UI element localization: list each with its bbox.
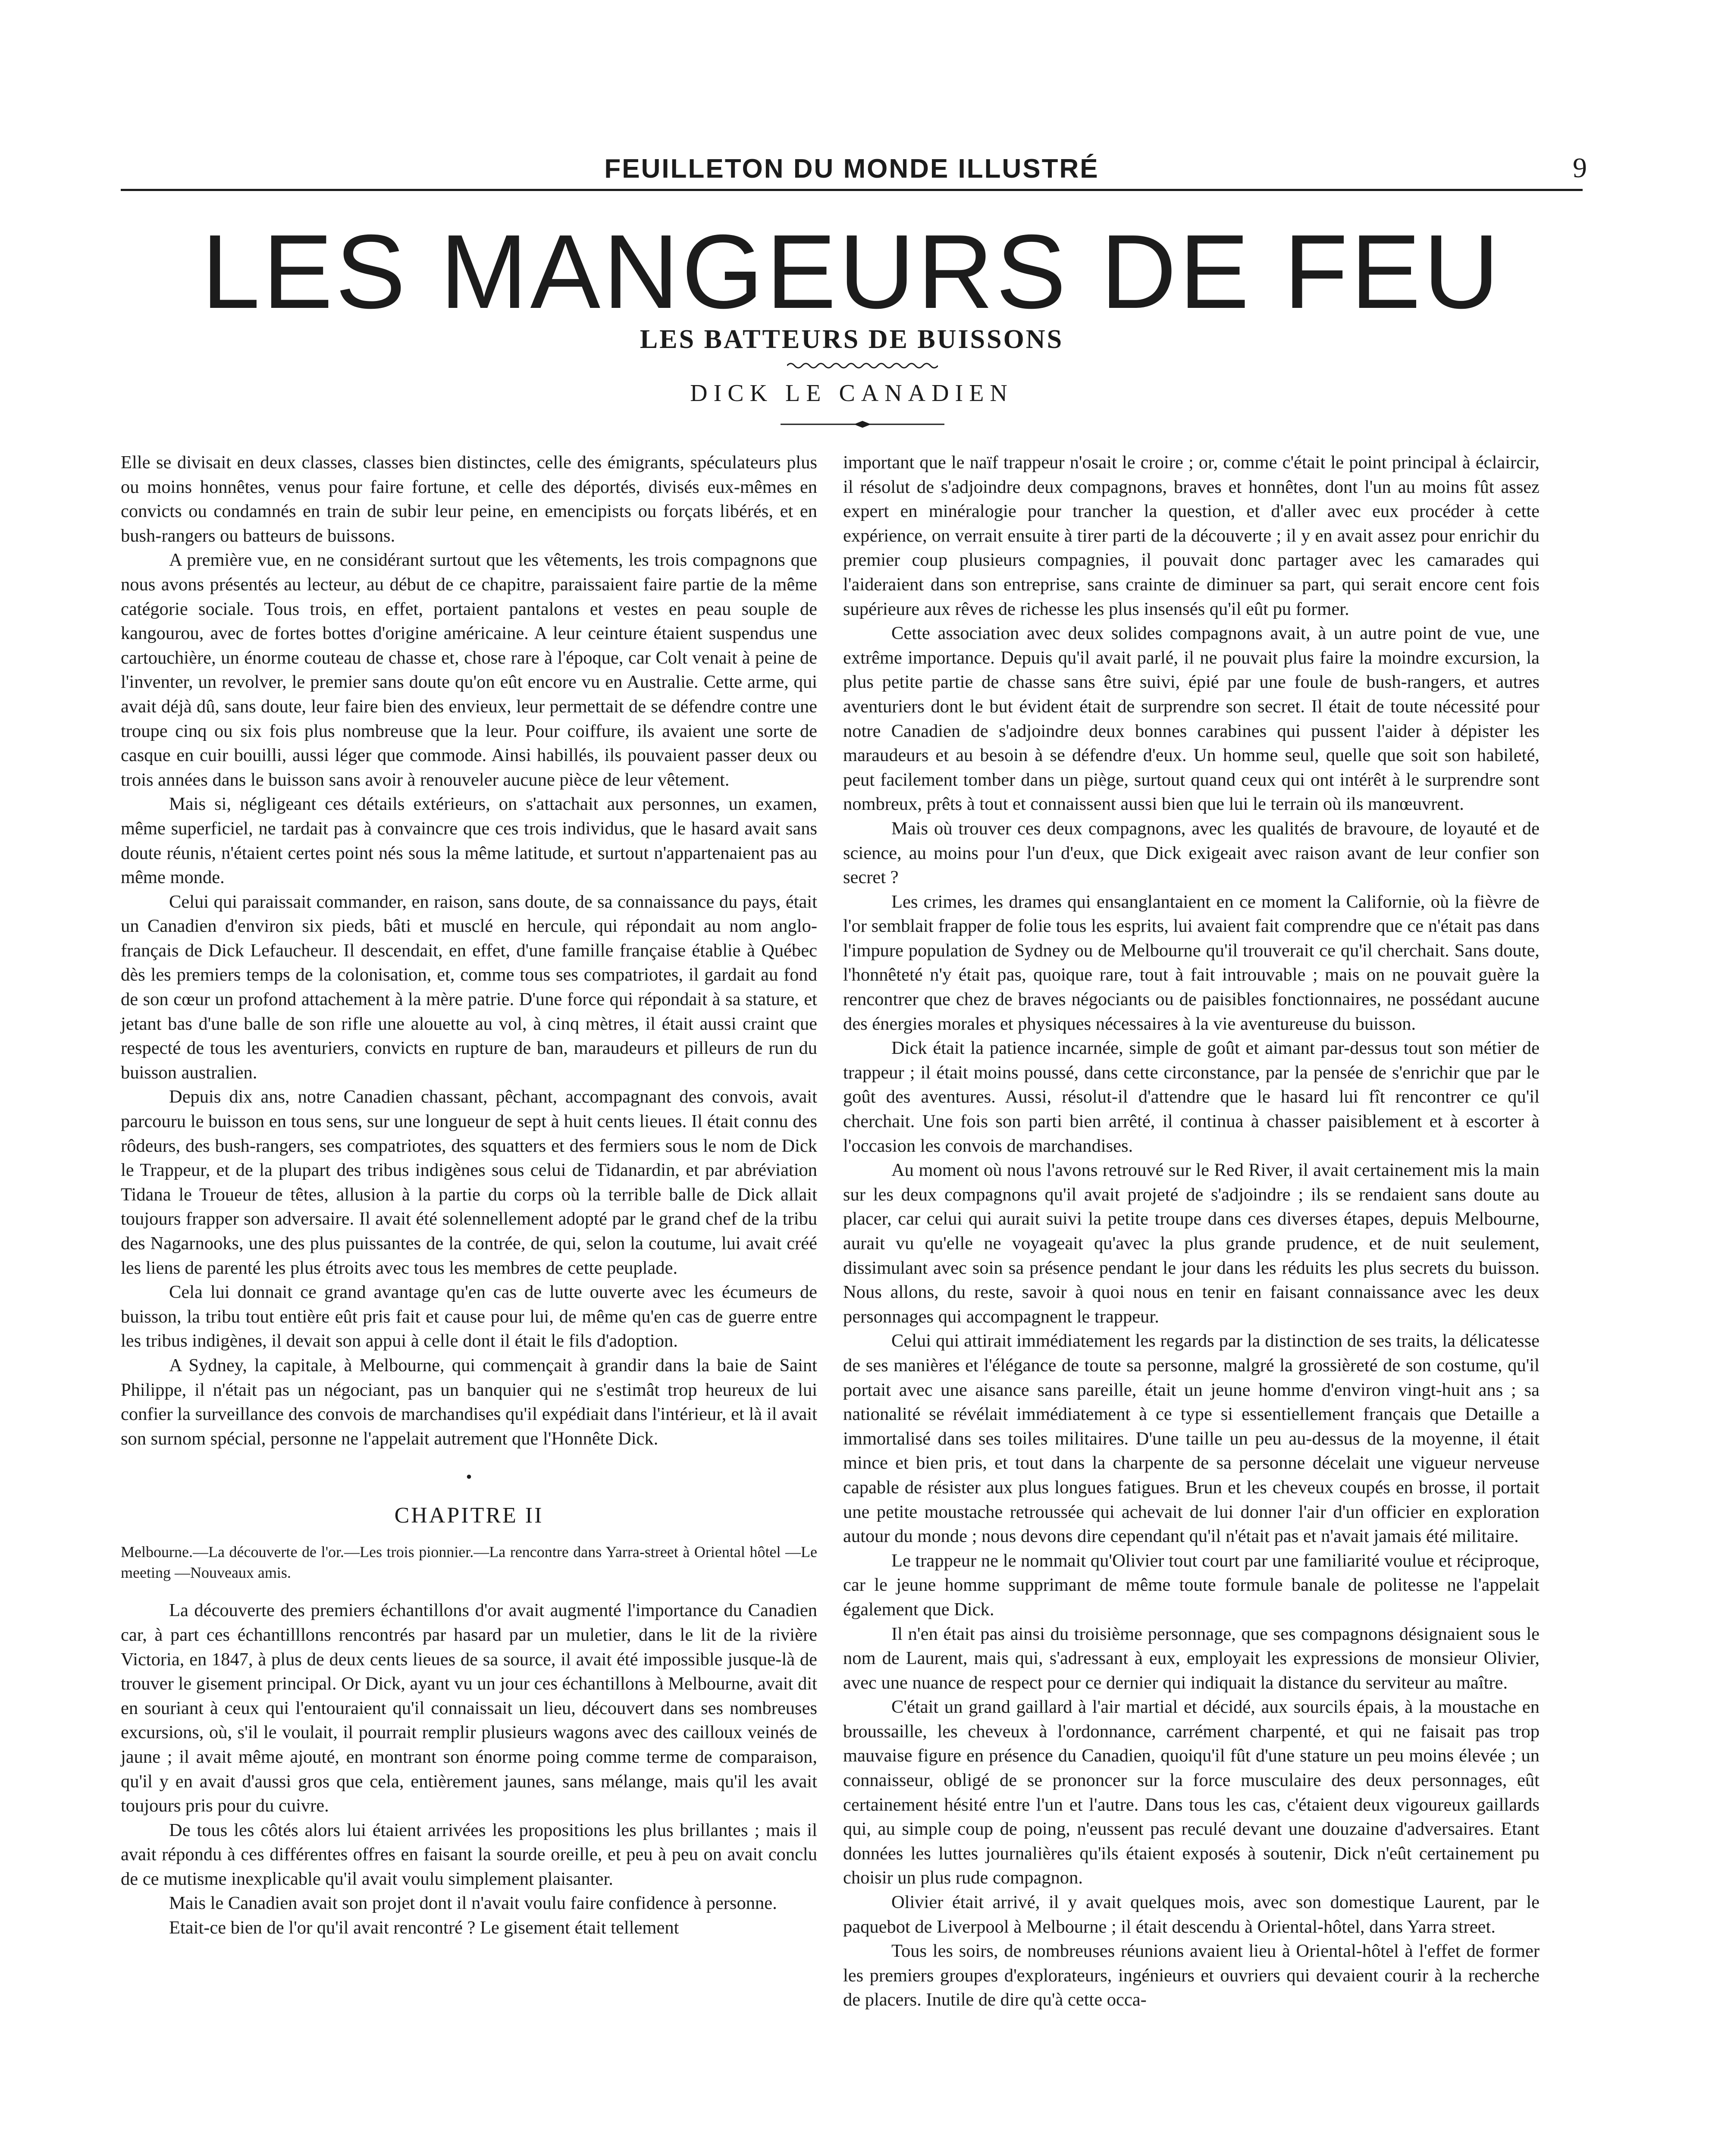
diamond-rule — [781, 420, 944, 428]
paragraph: Mais le Canadien avait son projet dont il n'avait voulu faire confidence à personne. — [169, 1893, 777, 1914]
paragraph: important que le naïf trappeur n'osait le croire ; or, comme c'était le point principal à éclaircir, il résolut de s'adjoindre deux compagnons, braves et honnêtes, dont l'un au moins fût assez expert en minéralogie pour trancher la question, et d'aller avec eux procéder à cette expérience, on verrait ensuite à tirer parti de la découverte ; il y en avait assez pour enrichir du premier coup plusieurs compagnies, il pouvait donc partager avec les camarades qui l'aideraient dans son entreprise, sans crainte de diminuer sa part, qui serait encore cent fois supérieure aux rêves de richesse les plus insensés qu'il eût pu former. — [843, 452, 1540, 619]
paragraph: La découverte des premiers échantillons d'or avait augmenté l'importance du Canadien car, à part ces échantilllons rencontrés par hasard par un muletier, dans le lit de la rivière Victoria, en 1847, à plus de deux cents lieues de sa source, il avait été impossible jusque-là de trouver le gisement principal. Or Dick, ayant vu un jour ces échantillons à Melbourne, avait dit en souriant à ceux qui l'entouraient qu'il connaissait un lieu, découvert dans ses nombreuses excursions, où, s'il le voulait, il pourrait remplir plusieurs wagons avec des cailloux veinés de jaune ; il avait même ajouté, en montrant son énorme poing comme terme de comparaison, qu'il y en avait d'aussi gros que cela, entièrement jaunes, sans mélange, mais qu'il les avait toujours pris pour du cuivre. — [121, 1600, 817, 1816]
paragraph: Cela lui donnait ce grand avantage qu'en cas de lutte ouverte avec les écumeurs de buisson, la tribu tout entière eût pris fait et cause pour lui, de même qu'en cas de guerre entre les tribus indigènes, il devait son appui à celle dont il était le fils d'adoption. — [121, 1282, 817, 1351]
running-header — [121, 150, 1587, 191]
left-column — [121, 451, 817, 1940]
page-number: 9 — [1573, 152, 1587, 184]
running-title: FEUILLETON DU MONDE ILLUSTRÉ — [604, 154, 1099, 184]
paragraph: Celui qui paraissait commander, en raison, sans doute, de sa connaissance du pays, était un Canadien d'environ six pieds, bâti et musclé en hercule, qui répondait au nom anglo-français de Dick Lefaucheur. Il descendait, en effet, d'une famille française établie à Québec dès les premiers temps de la colonisation, et, comme tous ses compatriotes, il gardait au fond de son cœur un profond attachement à la mère patrie. D'une force qui répondait à sa stature, et jetant bas d'une balle de son rifle une alouette au vol, à cinq mètres, il était aussi craint que respecté de tous les aventuriers, convicts en rupture de ban, maraudeurs et pilleurs de run du buisson australien. — [121, 891, 817, 1083]
paragraph: Au moment où nous l'avons retrouvé sur le Red River, il avait certainement mis la main sur les deux compagnons qu'il avait projeté de s'adjoindre ; ils se rendaient sans doute au placer, car celui qui aurait suivi la petite troupe dans ces diverses étapes, depuis Melbourne, aurait vu qu'elle ne voyageait qu'avec la plus grande prudence, et de nuit seulement, dissimulant avec soin sa présence pendant le jour dans les réduits les plus secrets du buisson. Nous allons, du reste, savoir à quoi nous en tenir en faisant connaissance avec les deux personnages qui accompagnent le trappeur. — [843, 1160, 1540, 1327]
section-title: DICK LE CANADIEN — [690, 380, 1013, 407]
paragraph: Mais où trouver ces deux compagnons, avec les qualités de bravoure, de loyauté et de science, au moins pour l'un d'eux, que Dick exigeait avec raison avant de leur confier son secret ? — [843, 818, 1540, 888]
paragraph: Mais si, négligeant ces détails extérieurs, on s'attachait aux personnes, un examen, même superficiel, ne tardait pas à convaincre que ces trois individus, que le hasard avait sans doute réunis, n'étaient certes point nés sous la même latitude, et surtout n'appartenaient pas au même monde. — [121, 794, 817, 888]
paragraph: Etait-ce bien de l'or qu'il avait rencontré ? Le gisement était tellement — [169, 1918, 679, 1938]
paragraph: Cette association avec deux solides compagnons avait, à un autre point de vue, une extrême importance. Depuis qu'il avait parlé, il ne pouvait plus faire la moindre excursion, la plus petite partie de chasse sans être suivi, épié par une foule de bush-rangers, et autres aventuriers dont le but évident était de surprendre son secret. Il était de toute nécessité pour notre Canadien de s'adjoindre deux bonnes carabines qui pussent l'aider à dépister les maraudeurs et au besoin à se défendre d'eux. Un homme seul, quelle que soit son habileté, peut facilement tomber dans un piège, surtout quand ceux qui ont intérêt à le surprendre sont nombreux, prêts à tout et connaissent aussi bien que lui le terrain où ils manœuvrent. — [843, 623, 1540, 815]
paragraph: De tous les côtés alors lui étaient arrivées les propositions les plus brillantes ; mais il avait répondu à ces différentes offres en faisant la sourde oreille, et peu à peu on avait conclu de ce mutisme inexplicable qu'il avait voulu simplement plaisanter. — [121, 1820, 817, 1889]
paragraph: Celui qui attirait immédiatement les regards par la distinction de ses traits, la délicatesse de ses manières et l'élégance de toute sa personne, malgré la grossièreté de son costume, qu'il portait avec une aisance sans pareille, était un jeune homme d'environ vingt-huit ans ; sa nationalité se révélait immédiatement à ce type si essentiellement français que Detaille a immortalisé dans ses toiles militaires. D'une taille un peu au-dessus de la moyenne, il était mince et bien pris, et tout dans la charpente de sa personne décelait une vigueur nerveuse capable de résister aux plus longues fatigues. Brun et les cheveux coupés en brosse, il portait une petite moustache retroussée qui achevait de lui donner l'air d'un officier en exploration autour du monde ; nous devons dire cependant qu'il n'était pas et n'avait jamais été militaire. — [843, 1331, 1540, 1547]
paragraph: Dick était la patience incarnée, simple de goût et aimant par-dessus tout son métier de trappeur ; il était moins poussé, dans cette circonstance, par la pensée de s'enrichir que par le goût des aventures. Aussi, résolut-il d'attendre que le hasard lui fît rencontrer ce qu'il cherchait. Une fois son parti bien arrêté, il continua à chasser paisiblement et à escorter à l'occasion les convois de marchandises. — [843, 1038, 1540, 1156]
paragraph: Le trappeur ne le nommait qu'Olivier tout court par une familiarité voulue et réciproque, car le jeune homme supprimant de même toute formule banale de politesse ne l'appelait également que Dick. — [843, 1550, 1540, 1620]
chapter-summary: Melbourne.—La découverte de l'or.—Les trois pionnier.—La rencontre dans Yarra-street à Oriental hôtel —Le meeting —Nouveaux amis. — [121, 1543, 817, 1582]
paragraph: A Sydney, la capitale, à Melbourne, qui commençait à grandir dans la baie de Saint Philippe, il n'était pas un négociant, pas un banquier qui ne s'estimât trop heureux de lui confier la surveillance des convois de marchandises qu'il expédiait dans l'intérieur, et là il avait son surnom spécial, personne ne l'appelait autrement que l'Honnête Dick. — [121, 1355, 817, 1449]
paragraph: Tous les soirs, de nombreuses réunions avaient lieu à Oriental-hôtel à l'effet de former les premiers groupes d'explorateurs, ingénieurs et ouvriers qui devaient courir à la recherche de placers. Inutile de dire qu'à cette occa- — [843, 1941, 1540, 2010]
paragraph: Depuis dix ans, notre Canadien chassant, pêchant, accompagnant des convois, avait parcouru le buisson en tous sens, sur une longueur de sept à huit cents lieues. Il était connu des rôdeurs, des bush-rangers, ses compatriotes, des squatters et des fermiers sous le nom de Dick le Trappeur, et de la plupart des tribus indigènes sous celui de Tidanardin, et par abréviation Tidana le Troueur de têtes, allusion à la partie du corps où la terrible balle de Dick allait toujours frapper son adversaire. Il avait été solennellement adopté par le grand chef de la tribu des Nagarnooks, une des plus puissantes de la contrée, de qui, selon la coutume, lui avait créé les liens de parenté les plus étroits avec tous les membres de cette peuplade. — [121, 1087, 817, 1278]
right-column — [843, 451, 1540, 2012]
paragraph: Il n'en était pas ainsi du troisième personnage, que ses compagnons désignaient sous le nom de Laurent, mais qui, s'adressant à eux, employait les expressions de monsieur Olivier, avec une nuance de respect pour ce dernier qui indiquait la distance du serviteur au maître. — [843, 1623, 1540, 1693]
paragraph: C'était un grand gaillard à l'air martial et décidé, aux sourcils épais, à la moustache en broussaille, les cheveux à l'ordonnance, carrément charpenté, et qui ne faisait pas trop mauvaise figure en présence du Canadien, quoiqu'il fût d'une stature un peu moins élevée ; un connaisseur, obligé de se prononcer sur la force musculaire des deux personnages, eût certainement hésité entre l'un et l'autre. Dans tous les cas, c'étaient deux vigoureux gaillards qui, au simple coup de poing, n'eussent pas reculé devant une douzaine d'adversaires. Etant données les luttes journalières qu'ils étaient exposés à soutenir, Dick n'eût certainement pu choisir un plus rude compagnon. — [843, 1697, 1540, 1888]
main-title: LES MANGEURS DE FEU — [201, 213, 1502, 330]
paragraph: Elle se divisait en deux classes, classes bien distinctes, celle des émigrants, spéculateurs plus ou moins honnêtes, venus pour faire fortune, et celle des déportés, divisés eux-mêmes en convicts ou condamnés en train de subir leur peine, en emencipists ou forçats libérés, et en bush-rangers ou batteurs de buissons. — [121, 452, 817, 546]
wave-divider — [787, 361, 938, 370]
subtitle: LES BATTEURS DE BUISSONS — [640, 325, 1064, 354]
chapter-heading: CHAPITRE II — [394, 1503, 544, 1528]
paragraph: A première vue, en ne considérant surtout que les vêtements, les trois compagnons que nous avons présentés au lecteur, au début de ce chapitre, paraissaient faire partie de la même catégorie sociale. Tous trois, en effet, portaient pantalons et vestes en peau souple de kangourou, avec de fortes bottes d'origine américaine. A leur ceinture étaient suspendus une cartouchière, un énorme couteau de chasse et, chose rare à l'époque, car Colt venait à peine de l'inventer, un revolver, le premier sans doute qu'on eût encore vu en Australie. Cette arme, qui avait déjà dû, sans doute, leur faire bien des envieux, leur permettait de se défendre contre une troupe cinq ou six fois plus nombreuse que la leur. Pour coiffure, ils avaient une sorte de casque en cuir bouilli, aussi léger que commode. Ainsi habillés, ils pouvaient passer deux ou trois années dans le buisson sans avoir à renouveler aucune pièce de leur vêtement. — [121, 550, 817, 790]
paragraph: Les crimes, les drames qui ensanglantaient en ce moment la Californie, où la fièvre de l'or semblait frapper de folie tous les esprits, lui avaient fait comprendre que ce n'était pas dans l'impure population de Sydney ou de Melbourne qu'il trouverait ce qu'il cherchait. Sans doute, l'honnêteté n'y était pas, quoique rare, tout à fait introuvable ; mais on ne pouvait guère la rencontrer que chez de braves négociants ou de paisibles fonctionnaires, ne possédant aucune des énergies morales et physiques nécessaires à la vie aventureuse du buisson. — [843, 891, 1540, 1034]
separator-dot: • — [466, 1467, 472, 1487]
paragraph: Olivier était arrivé, il y avait quelques mois, avec son domestique Laurent, par le paquebot de Liverpool à Melbourne ; il était descendu à Oriental-hôtel, dans Yarra street. — [843, 1892, 1540, 1937]
